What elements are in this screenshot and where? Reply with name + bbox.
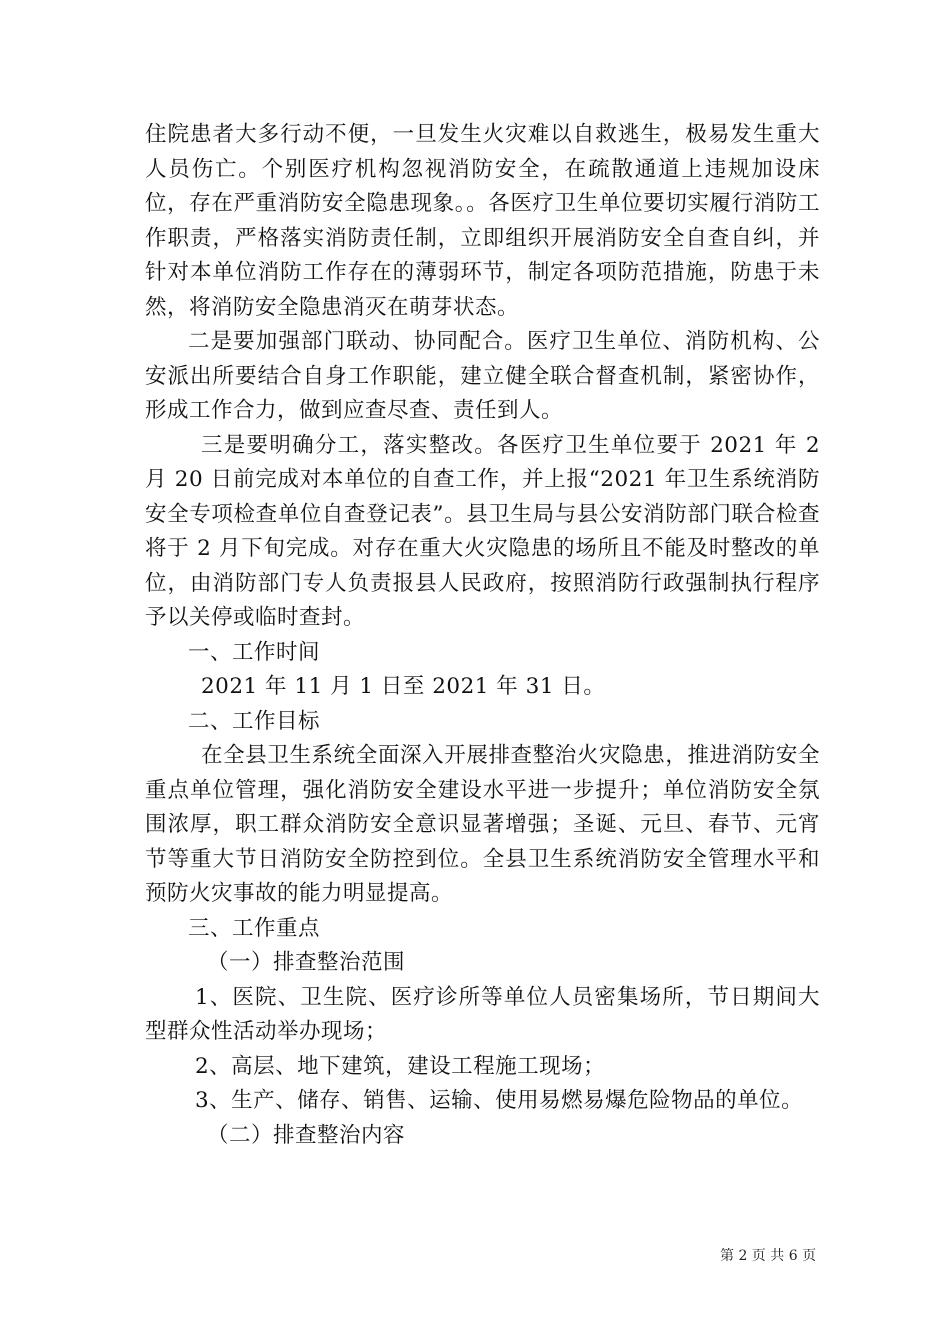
list-item-scope-3: 3、生产、储存、销售、运输、使用易燃易爆危险物品的单位。 [195,1088,804,1113]
page-number: 第 2 页 共 6 页 [720,1248,817,1264]
heading-work-focus: 三、工作重点 [188,915,321,941]
document-body [145,118,820,1153]
heading-work-time: 一、工作时间 [188,639,321,665]
paragraph-work-time: 2021 年 11 月 1 日至 2021 年 31 日。 [201,674,606,699]
paragraph-intro: 住院患者大多行动不便，一旦发生火灾难以自救逃生，极易发生重大人员伤亡。个别医疗机构忽视消防安全，在疏散通道上违规加设床位，存在严重消防安全隐患现象。。各医疗卫生单位要切实履行消防工作职责，严格落实消防责任制，立即组织开展消防安全自查自纠，并针对本单位消防工作存在的薄弱环节，制定各项防范措施，防患于未然，将消防安全隐患消灭在萌芽状态。 [145,122,820,320]
paragraph-point-three: 三是要明确分工，落实整改。各医疗卫生单位要于 2021 年 2 月 20 日前完成对本单位的自查工作，并上报“2021 年卫生系统消防安全专项检查单位自查登记表”。县卫生局与县公安消防部门联合检查将于 2 月下旬完成。对存在重大火灾隐患的场所且不能及时整改的单位，由消防部门专人负责报县人民政府，按照消防行政强制执行程序予以关停或临时查封。 [145,432,820,630]
list-item-scope-2: 2、高层、地下建筑，建设工程施工现场； [195,1053,606,1079]
list-item-scope-1: 1、医院、卫生院、医疗诊所等单位人员密集场所，节日期间大型群众性活动举办现场； [145,984,820,1044]
heading-work-goal: 二、工作目标 [188,708,321,734]
paragraph-point-two: 二是要加强部门联动、协同配合。医疗卫生单位、消防机构、公安派出所要结合自身工作职能，建立健全联合督查机制，紧密协作，形成工作合力，做到应查尽查、责任到人。 [145,329,820,423]
subheading-scope: （一）排查整治范围 [207,950,406,975]
paragraph-work-goal: 在全县卫生系统全面深入开展排查整治火灾隐患，推进消防安全重点单位管理，强化消防安全建设水平进一步提升；单位消防安全氛围浓厚，职工群众消防安全意识显著增强；圣诞、元旦、春节、元宵节等重大节日消防安全防控到位。全县卫生系统消防安全管理水平和预防火灾事故的能力明显提高。 [145,743,820,906]
subheading-content: （二）排查整治内容 [207,1122,406,1148]
